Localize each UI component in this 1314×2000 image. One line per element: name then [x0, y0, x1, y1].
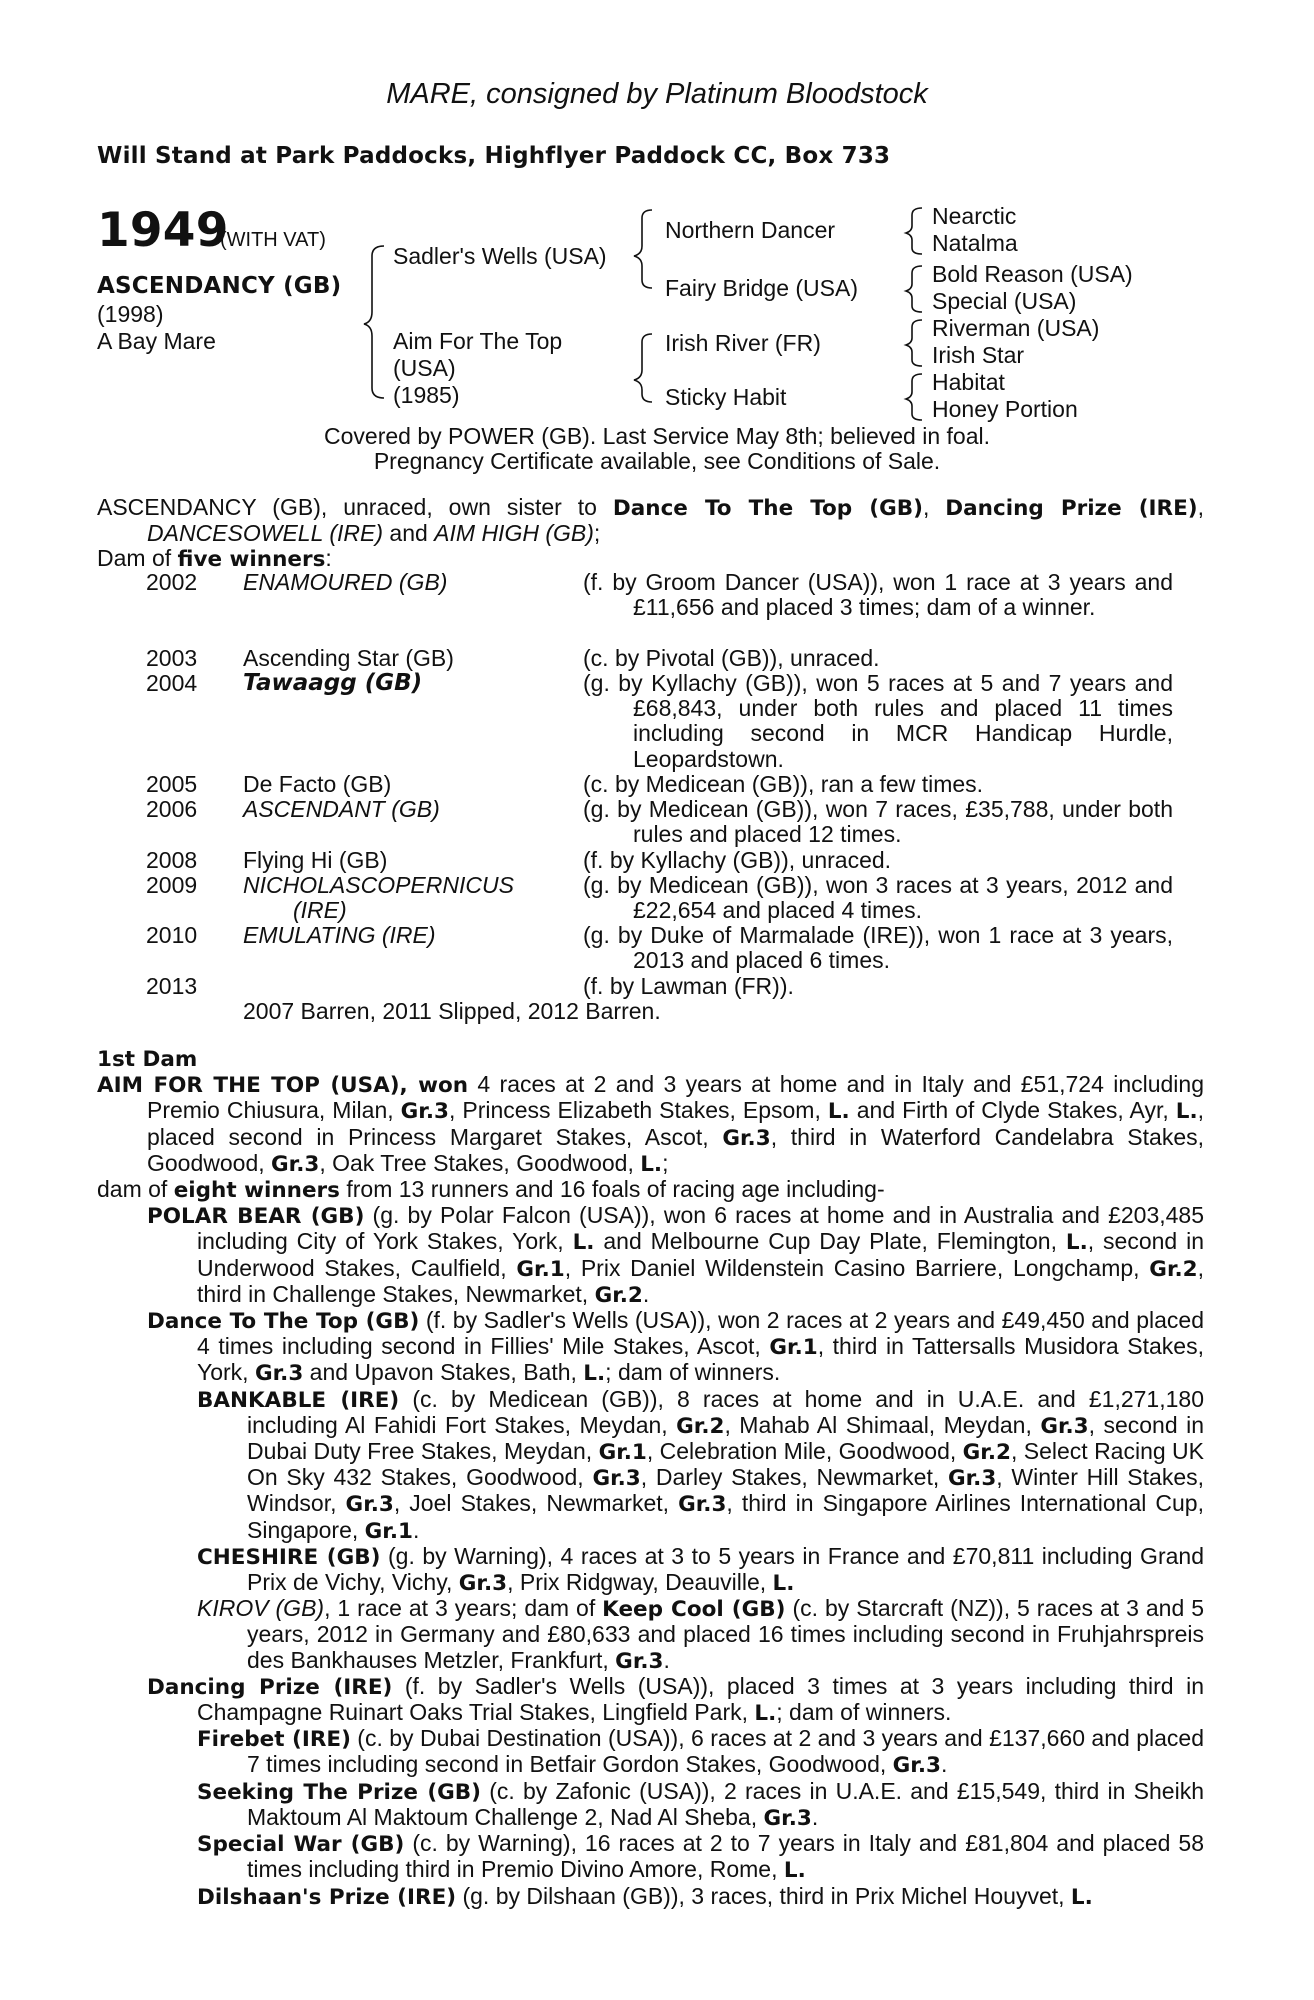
grade: L.: [827, 1099, 850, 1125]
text: (c. by Medicean (GB)), 8 races at home and in U.A.E. and £1,271,180 including Al Fahidi Fort Stakes, Meydan,: [247, 1385, 1204, 1438]
progeny-name: Ascending Star (GB): [243, 645, 454, 671]
horse-name: Dilshaan's Prize (IRE): [197, 1884, 457, 1910]
text: (c. by Zafonic (USA)), 2 races in U.A.E. and £15,549, third in Sheikh Maktoum Al Maktoum Challenge 2, Nad Al Sheba,: [247, 1777, 1204, 1830]
progeny-year: 2008: [146, 847, 198, 873]
brace-sire: [634, 210, 652, 288]
progeny-year: 2010: [146, 922, 198, 948]
entry-dance-to-the-top: [97, 1308, 1204, 1387]
text: , third in Singapore Airlines International Cup, Singapore,: [247, 1490, 1204, 1543]
text: , Prix Daniel Wildenstein Casino Barriere, Longchamp,: [564, 1254, 1150, 1281]
sibling-dance-to-the-top: Dance To The Top (GB): [612, 496, 923, 521]
text: (c. by Warning), 16 races at 2 to 7 years in Italy and £81,804 and placed 58 times including third in Premio Divino Amore, Rome,: [247, 1830, 1204, 1883]
entry-dancing-prize: [97, 1674, 1204, 1726]
entry-bankable: [97, 1387, 1204, 1544]
text: , Celebration Mile, Goodwood,: [646, 1438, 963, 1465]
grade: Gr.3: [458, 1571, 508, 1597]
grade: L.: [583, 1361, 606, 1387]
text: .: [811, 1803, 819, 1830]
text: , Winter Hill Stakes, Windsor,: [247, 1464, 1205, 1517]
pedigree-dam-line3: (1985): [393, 382, 460, 408]
vat-note: (WITH VAT): [220, 229, 326, 251]
sep: ,: [1197, 494, 1204, 520]
progeny-year: 2005: [146, 771, 198, 797]
progeny-year: 2004: [146, 670, 198, 696]
entry-firebet: [97, 1726, 1204, 1778]
text: ; dam of winners.: [776, 1699, 952, 1726]
first-dam-section: [97, 1047, 1204, 1910]
text: , second in Dubai Duty Free Stakes, Meydan,: [247, 1411, 1204, 1465]
progeny-desc: (f. by Lawman (FR)).: [583, 973, 794, 999]
grade: Gr.3: [892, 1753, 941, 1779]
dam-of-eight: [97, 1177, 1204, 1203]
grade: Gr.1: [769, 1335, 818, 1361]
dam-name: AIM FOR THE TOP (USA), won: [97, 1073, 469, 1099]
progeny-desc: (c. by Medicean (GB)), ran a few times.: [583, 771, 984, 797]
grade: Gr.2: [676, 1413, 725, 1439]
pregnancy-note: Pregnancy Certificate available, see Conditions of Sale.: [373, 448, 941, 474]
horse-name: Dancing Prize (IRE): [147, 1674, 393, 1700]
pedigree-ddd: Honey Portion: [932, 396, 1078, 422]
text: .: [642, 1280, 650, 1307]
text: , 1 race at 3 years; dam of: [324, 1595, 603, 1622]
brace-g2: [906, 266, 922, 312]
brace-dam: [634, 334, 652, 402]
pedigree-dam-sire: Irish River (FR): [665, 330, 821, 356]
text: 4 races at 2 and 3 years at home and in Italy and £51,724 including Premio Chiusura, Milan,: [147, 1071, 1204, 1124]
progeny-name: ENAMOURED (GB): [243, 569, 448, 595]
grade: L.: [1065, 1230, 1088, 1256]
grade: Gr.1: [364, 1518, 413, 1544]
brace-g4: [906, 374, 922, 420]
grade: L.: [572, 1230, 595, 1256]
pedigree-dss: Riverman (USA): [932, 315, 1100, 341]
winners-count: five winners: [177, 547, 326, 573]
progeny-name: Tawaagg (GB): [243, 670, 423, 696]
text: (g. by Warning), 4 races at 3 to 5 years in France and £70,811 including Grand Prix de Vichy, Vichy,: [247, 1542, 1204, 1596]
grade: Gr.3: [947, 1466, 997, 1492]
text: , Oak Tree Stakes, Goodwood,: [319, 1149, 641, 1176]
horse-name: POLAR BEAR (GB): [147, 1204, 365, 1230]
progeny-year: 2006: [146, 796, 198, 822]
text: , placed second in Princess Margaret Stakes, Ascot,: [147, 1097, 1205, 1150]
pedigree-sss: Nearctic: [932, 203, 1017, 229]
grade: L.: [783, 1858, 806, 1884]
grade: L.: [1070, 1884, 1093, 1910]
horse-name: KIROV (GB): [197, 1595, 325, 1622]
horse-name: Firebet (IRE): [197, 1727, 351, 1753]
progeny-name: EMULATING (IRE): [243, 922, 436, 948]
grade: Gr.3: [763, 1805, 812, 1831]
progeny-name: ASCENDANT (GB): [243, 796, 440, 822]
progeny-desc: (g. by Medicean (GB)), won 7 races, £35,788, under both rules and placed 12 times.: [583, 796, 1173, 848]
text: from 13 runners and 16 foals of racing age including-: [339, 1176, 885, 1203]
grade: Gr.3: [615, 1648, 664, 1674]
text: .: [663, 1646, 670, 1673]
text: (g. by Dilshaan (GB)), 3 races, third in Prix Michel Houyvet,: [456, 1882, 1071, 1909]
text: .: [412, 1516, 420, 1543]
text: (f. by Sadler's Wells (USA)), placed 3 times at 3 years including third in Champagne Ruinart Oaks Trial Stakes, Lingfield Park,: [197, 1672, 1204, 1726]
grade: Gr.2: [1149, 1256, 1198, 1282]
text: , Darley Stakes, Newmarket,: [640, 1464, 948, 1491]
grade: L.: [640, 1151, 663, 1177]
text: , third in Challenge Stakes, Newmarket,: [197, 1254, 1204, 1307]
horse-name: BANKABLE (IRE): [197, 1387, 400, 1413]
page-title: MARE, consigned by Platinum Bloodstock: [386, 78, 928, 110]
sibling-dancing-prize: Dancing Prize (IRE): [945, 496, 1198, 521]
grade: Gr.2: [594, 1282, 643, 1308]
progeny-desc: (g. by Medicean (GB)), won 3 races at 3 years, 2012 and £22,654 and placed 4 times.: [583, 872, 1173, 924]
intro-section: [97, 495, 1204, 573]
text: and Melbourne Cup Day Plate, Flemington,: [594, 1228, 1066, 1255]
progeny-year: 2002: [146, 569, 198, 595]
text: and Upavon Stakes, Bath,: [303, 1359, 584, 1386]
sep: and: [383, 520, 435, 547]
sibling-aim-high: AIM HIGH (GB): [434, 520, 594, 547]
sep: ,: [922, 494, 946, 520]
brace-g3: [906, 320, 922, 366]
entry-special-war: [97, 1831, 1204, 1883]
text: , Mahab Al Shimaal, Meydan,: [724, 1411, 1041, 1438]
text: , Prix Ridgway, Deauville,: [507, 1569, 773, 1596]
progeny-year: 2013: [146, 973, 198, 999]
brace-g1: [906, 208, 922, 254]
horse-name: Seeking The Prize (GB): [197, 1779, 482, 1805]
horse-name: Dance To The Top (GB): [147, 1309, 420, 1335]
pedigree-dam-dam: Sticky Habit: [665, 384, 787, 410]
text: , Princess Elizabeth Stakes, Epsom,: [448, 1097, 828, 1124]
horse-name: ASCENDANCY (GB): [97, 273, 342, 299]
horse-name: CHESHIRE (GB): [197, 1544, 381, 1570]
entry-cheshire: [97, 1544, 1204, 1596]
text: (c. by Starcraft (NZ)), 5 races at 3 and 5 years, 2012 in Germany and £80,633 and placed 16 times including second in Fruhjahrspreis des Bankhauses Metzler, Frankfurt,: [247, 1595, 1205, 1673]
pedigree-dam-line1: Aim For The Top: [393, 328, 563, 354]
pedigree-braces: [0, 0, 1314, 430]
grade: Gr.1: [516, 1256, 565, 1282]
pedigree-ssd: Natalma: [932, 230, 1018, 256]
grade: Gr.3: [592, 1466, 641, 1492]
entry-polar-bear: [97, 1203, 1204, 1308]
grade: Gr.3: [1040, 1413, 1089, 1439]
progeny-desc: (g. by Kyllachy (GB)), won 5 races at 5 and 7 years and £68,843, under both rules and placed 11 times including second in MCR Handicap Hurdle, Leopardstown.: [583, 670, 1173, 772]
progeny-desc: (g. by Duke of Marmalade (IRE)), won 1 race at 3 years, 2013 and placed 6 times.: [583, 922, 1173, 974]
entry-seeking-the-prize: [97, 1779, 1204, 1831]
intro-text: ASCENDANCY (GB), unraced, own sister to: [97, 494, 613, 520]
text: , second in Underwood Stakes, Caulfield,: [197, 1228, 1205, 1281]
text: .: [940, 1751, 948, 1778]
text: (g. by Polar Falcon (USA)), won 6 races at home and in Australia and £203,485 including City of York Stakes, York,: [197, 1202, 1204, 1255]
grade: Gr.1: [598, 1440, 647, 1466]
first-dam-heading: 1st Dam: [97, 1047, 198, 1072]
pedigree-sire-sire: Northern Dancer: [665, 217, 836, 243]
pedigree-sire-dam: Fairy Bridge (USA): [665, 275, 858, 301]
lot-number: 1949: [97, 203, 229, 258]
grade: L.: [1175, 1099, 1198, 1125]
intro-paragraph: [97, 495, 1204, 546]
grade: Gr.3: [254, 1361, 304, 1387]
pedigree-dsd: Irish Star: [932, 342, 1025, 368]
stand-location: Will Stand at Park Paddocks, Highflyer Paddock CC, Box 733: [97, 143, 891, 169]
progeny-year: 2003: [146, 645, 198, 671]
foaling-year: (1998): [97, 301, 164, 327]
horse-name: Special War (GB): [197, 1832, 405, 1858]
text: , Joel Stakes, Newmarket,: [393, 1490, 679, 1517]
text: ;: [662, 1149, 669, 1176]
progeny-desc: (f. by Kyllachy (GB)), unraced.: [583, 847, 892, 873]
grade: Gr.3: [400, 1099, 449, 1125]
text: ; dam of winners.: [605, 1359, 781, 1386]
progeny-name: Flying Hi (GB): [243, 847, 388, 873]
pedigree-sire: Sadler's Wells (USA): [393, 243, 607, 269]
dam-paragraph: [97, 1072, 1204, 1177]
text: (f. by Sadler's Wells (USA)), won 2 races at 2 years and £49,450 and placed 4 times including second in Fillies' Mile Stakes, Ascot,: [197, 1307, 1204, 1360]
progeny-name: De Facto (GB): [243, 771, 392, 797]
grade: Gr.3: [722, 1125, 771, 1151]
horse-description: A Bay Mare: [97, 328, 216, 354]
grade: Gr.3: [678, 1492, 727, 1518]
dam-of-text: Dam of: [97, 545, 178, 572]
text: , Select Racing UK On Sky 432 Stakes, Goodwood,: [247, 1438, 1204, 1491]
entry-kirov: [97, 1596, 1204, 1674]
grade: L.: [772, 1571, 795, 1597]
grade: Gr.3: [271, 1151, 320, 1177]
progeny-year: 2009: [146, 872, 198, 898]
grade: Gr.2: [962, 1440, 1011, 1466]
text: , third in Waterford Candelabra Stakes, Goodwood,: [147, 1123, 1204, 1176]
barren-note: 2007 Barren, 2011 Slipped, 2012 Barren.: [243, 998, 661, 1024]
sep: :: [325, 545, 332, 572]
pedigree-sds: Bold Reason (USA): [932, 261, 1133, 287]
horse-name: Keep Cool (GB): [602, 1597, 786, 1623]
pedigree-sdd: Special (USA): [932, 288, 1077, 314]
covered-note: Covered by POWER (GB). Last Service May 8th; believed in foal.: [324, 423, 990, 449]
progeny-name: NICHOLASCOPERNICUS: [243, 872, 514, 898]
text: , third in Tattersalls Musidora Stakes, York,: [197, 1333, 1204, 1386]
text: and Firth of Clyde Stakes, Ayr,: [849, 1097, 1176, 1124]
brace-main: [364, 246, 384, 398]
pedigree-dam-line2: (USA): [393, 355, 456, 381]
sep: ;: [593, 520, 601, 547]
pedigree-dds: Habitat: [932, 369, 1005, 395]
entry-dilshaans-prize: [97, 1884, 1204, 1910]
grade: L.: [754, 1701, 777, 1727]
progeny-desc: (c. by Pivotal (GB)), unraced.: [583, 645, 880, 671]
text: dam of: [97, 1176, 174, 1203]
progeny-name-cont: (IRE): [293, 897, 347, 923]
grade: Gr.3: [345, 1492, 394, 1518]
text: (c. by Dubai Destination (USA)), 6 races at 2 and 3 years and £137,660 and placed 7 times including second in Betfair Gordon Stakes, Goodwood,: [247, 1725, 1204, 1778]
progeny-desc: (f. by Groom Dancer (USA)), won 1 race at 3 years and £11,656 and placed 3 times; dam of a winner.: [583, 569, 1173, 621]
sibling-dancesowell: DANCESOWELL (IRE): [147, 520, 384, 547]
winners-count: eight winners: [173, 1178, 340, 1204]
